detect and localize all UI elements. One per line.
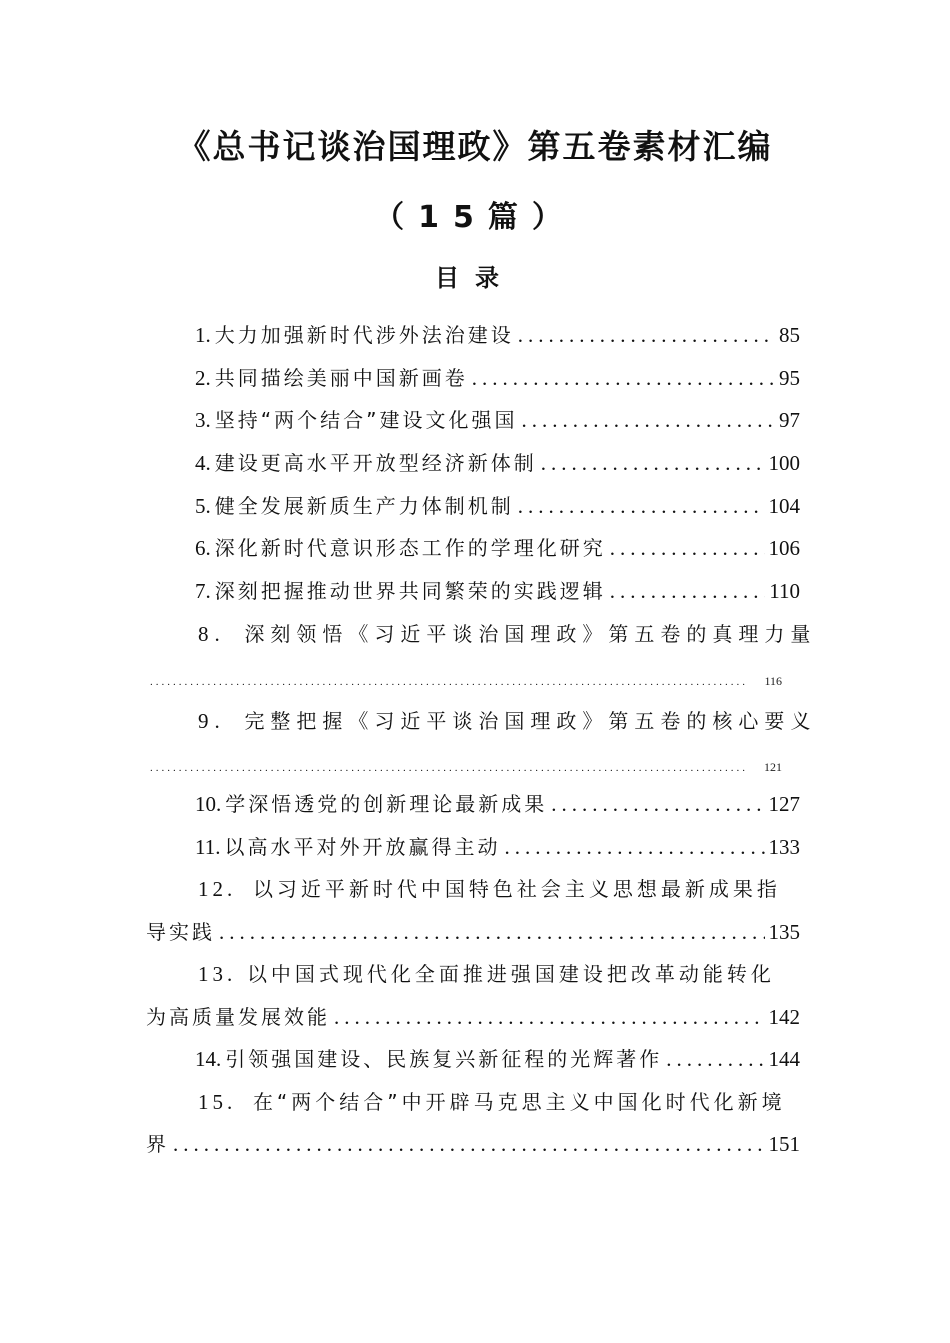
toc-entry[interactable] [195,361,800,395]
toc-dot-leader [518,489,765,523]
toc-entry-title: 深刻把握推动世界共同繁荣的实践逻辑 [214,579,606,603]
toc-dot-leader [551,787,764,821]
toc-entry[interactable] [195,318,800,352]
toc-entry-number: 9. [198,709,226,733]
toc-entry-page: 142 [768,1005,800,1029]
toc-entry-page: 135 [768,920,800,944]
toc-entry-page: 127 [768,792,800,816]
toc-entry[interactable] [195,446,800,480]
toc-entry-line-1[interactable] [198,872,781,906]
toc-entry-page: 151 [768,1132,800,1156]
toc-entry-title: 大力加强新时代涉外法治建设 [214,323,514,347]
toc-entry[interactable] [195,403,800,437]
toc-entry-title: 共同描绘美丽中国新画卷 [214,366,468,390]
document-subtitle: （15篇） [374,200,576,235]
toc-entry-number: 2. [195,366,211,390]
toc-entry-title: 完整把握《习近平谈治国理政》第五卷的核心要义 [244,709,817,733]
toc-entry-title-cont: 为高质量发展效能 [146,1005,330,1029]
toc-dot-leader [219,915,765,949]
toc-dot-leader [150,762,746,774]
toc-entry-number: 10. [195,792,222,816]
toc-dot-leader [173,1127,765,1161]
toc-entry-number: 15. [198,1090,237,1114]
toc-entry-number: 3. [195,408,211,432]
toc-entry[interactable] [198,617,816,651]
toc-entry-title: 建设更高水平开放型经济新体制 [214,451,537,475]
toc-entry-page: 85 [779,323,800,347]
toc-dot-leader [666,1042,764,1076]
toc-dot-leader [150,676,746,688]
toc-entry-title: 深化新时代意识形态工作的学理化研究 [214,536,606,560]
toc-entry-title: 健全发展新质生产力体制机制 [214,494,514,518]
toc-entry-page: 104 [768,494,800,518]
toc-entry-number: 5. [195,494,211,518]
toc-entry-page: 100 [768,451,800,475]
toc-entry[interactable] [195,1042,800,1076]
toc-entry-line-1[interactable] [198,957,775,991]
toc-entry-line-2[interactable] [146,1127,800,1161]
toc-entry-line-1[interactable] [198,1085,786,1119]
toc-dot-leader [504,830,764,864]
toc-entry[interactable] [195,531,800,565]
toc-entry-title: 引领强国建设、民族复兴新征程的光辉著作 [225,1047,663,1071]
toc-dot-leader [610,574,766,608]
toc-entry-leader-line [150,760,782,775]
toc-entry-leader-line [150,674,782,689]
toc-entry-number: 6. [195,536,211,560]
toc-entry-number: 13. [198,962,237,986]
toc-heading: 目录 [435,264,515,292]
toc-entry-number: 11. [195,835,221,859]
toc-dot-leader [518,318,775,352]
toc-entry-title: 坚持“两个结合”建设文化强国 [214,408,518,432]
toc-entry-line-2[interactable] [146,1000,800,1034]
toc-entry-number: 14. [195,1047,222,1071]
toc-entry-page: 95 [779,366,800,390]
toc-entry-title: 以习近平新时代中国特色社会主义思想最新成果指 [252,877,781,901]
toc-entry-line-2[interactable] [146,915,800,949]
toc-entry-number: 4. [195,451,211,475]
toc-entry-page: 110 [769,579,800,603]
toc-dot-leader [541,446,765,480]
toc-entry-number: 8. [198,622,226,646]
toc-entry-title-cont: 导实践 [146,920,215,944]
toc-entry-number: 7. [195,579,211,603]
toc-entry-title: 在“两个结合”中开辟马克思主义中国化时代化新境 [252,1090,786,1114]
toc-entry-page: 121 [764,760,782,774]
toc-entry-page: 144 [768,1047,800,1071]
toc-entry[interactable] [195,830,800,864]
toc-entry-number: 12. [198,877,237,901]
toc-entry-title-cont: 界 [146,1132,169,1156]
toc-dot-leader [472,361,775,395]
document-title: 《总书记谈治国理政》第五卷素材汇编 [177,127,773,166]
toc-entry[interactable] [195,787,800,821]
toc-entry[interactable] [195,574,800,608]
toc-entry-title: 以中国式现代化全面推进强国建设把改革动能转化 [246,962,775,986]
toc-entry-page: 106 [768,536,800,560]
toc-dot-leader [610,531,765,565]
toc-entry-page: 97 [779,408,800,432]
toc-entry[interactable] [195,489,800,523]
toc-entry-title: 学深悟透党的创新理论最新成果 [225,792,548,816]
toc-entry-number: 1. [195,323,211,347]
toc-entry-page: 133 [768,835,800,859]
toc-entry-title: 以高水平对外开放赢得主动 [224,835,501,859]
toc-entry[interactable] [198,704,816,738]
toc-entry-title: 深刻领悟《习近平谈治国理政》第五卷的真理力量 [244,622,817,646]
toc-entry-page: 116 [764,674,782,688]
toc-dot-leader [521,403,775,437]
toc-dot-leader [334,1000,765,1034]
